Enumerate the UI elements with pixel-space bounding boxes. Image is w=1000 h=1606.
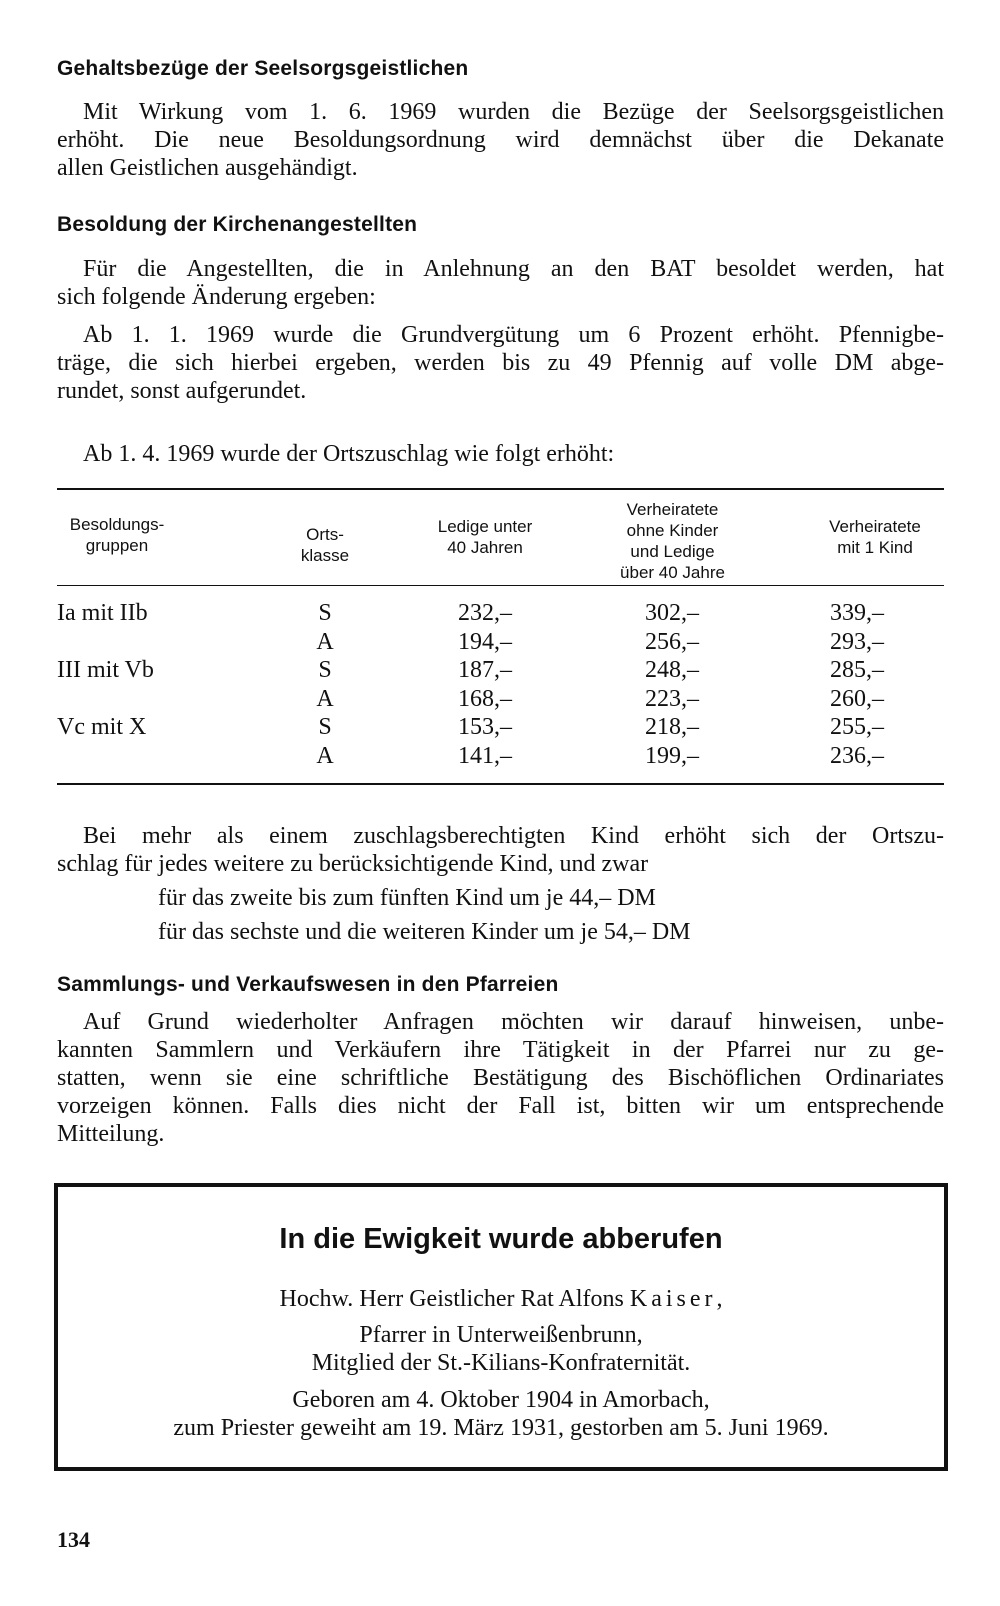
header-text: Verheiratete: [829, 517, 921, 536]
table-cell-klasse: S: [318, 657, 332, 683]
table-header-ortsklasse: [275, 524, 375, 566]
table-cell-verheiratete-ohne: 256,–: [645, 629, 699, 655]
table-cell-group: Vc mit X: [57, 714, 147, 740]
table-cell-verheiratete-mit: 255,–: [830, 714, 884, 740]
table-bottom-rule: [57, 783, 944, 785]
text-line: Mit Wirkung vom 1. 6. 1969 wurden die Bezüge der Seelsorgsgeistlichen: [83, 99, 944, 125]
table-header-besoldungsgruppen: [57, 514, 177, 556]
header-text: gruppen: [85, 536, 149, 555]
header-text: 40 Jahren: [447, 538, 523, 557]
table-cell-klasse: A: [316, 629, 334, 655]
obituary-name-suffix: ,: [716, 1286, 723, 1312]
table-header-verheiratete-mit-kind: [800, 516, 950, 558]
obituary-box: [54, 1183, 948, 1471]
section-heading-gehaltsbezuege: Gehaltsbezüge der Seelsorgsgeistlichen: [57, 57, 469, 80]
table-cell-klasse: S: [318, 714, 332, 740]
table-cell-verheiratete-mit: 236,–: [830, 743, 884, 769]
table-cell-ledige: 153,–: [458, 714, 512, 740]
obituary-name-line: [58, 1285, 944, 1313]
text-line: erhöht. Die neue Besoldungsordnung wird demnächst über die Dekanate: [57, 127, 944, 153]
section-heading-besoldung: Besoldung der Kirchenangestellten: [57, 213, 418, 236]
obituary-ordination-death: zum Priester geweiht am 19. März 1931, gestorben am 5. Juni 1969.: [173, 1415, 829, 1441]
table-cell-klasse: A: [316, 686, 334, 712]
text-line: rundet, sonst aufgerundet.: [57, 378, 307, 404]
table-cell-verheiratete-ohne: 302,–: [645, 600, 699, 626]
table-top-rule: [57, 488, 944, 490]
text-line: statten, wenn sie eine schriftliche Bestätigung des Bischöflichen Ordinariates: [57, 1065, 944, 1091]
text-line: Mitteilung.: [57, 1121, 165, 1147]
table-cell-verheiratete-mit: 260,–: [830, 686, 884, 712]
indented-line-sechstes: für das sechste und die weiteren Kinder um je 54,– DM: [158, 919, 691, 945]
text-line: Ab 1. 1. 1969 wurde die Grundvergütung um 6 Prozent erhöht. Pfennigbe-: [83, 322, 944, 348]
table-cell-verheiratete-ohne: 218,–: [645, 714, 699, 740]
section-heading-sammlungswesen: Sammlungs- und Verkaufswesen in den Pfarreien: [57, 973, 559, 996]
table-cell-ledige: 232,–: [458, 600, 512, 626]
text-line: Auf Grund wiederholter Anfragen möchten wir darauf hinweisen, unbe-: [83, 1009, 944, 1035]
header-text: Ledige unter: [437, 517, 533, 536]
header-text: klasse: [300, 546, 350, 565]
table-cell-group: III mit Vb: [57, 657, 154, 683]
obituary-parish: Pfarrer in Unterweißenbrunn,: [359, 1322, 643, 1348]
table-cell-verheiratete-ohne: 248,–: [645, 657, 699, 683]
text-line: Bei mehr als einem zuschlagsberechtigten Kind erhöht sich der Ortszu-: [83, 823, 944, 849]
table-cell-verheiratete-ohne: 223,–: [645, 686, 699, 712]
obituary-surname: Kaiser: [629, 1286, 717, 1312]
paragraph-gehaltsbezuege: [57, 98, 944, 182]
obituary-membership: Mitglied der St.-Kilians-Konfraternität.: [311, 1350, 691, 1376]
table-cell-ledige: 194,–: [458, 629, 512, 655]
text-line: Für die Angestellten, die in Anlehnung an den BAT besoldet werden, hat: [83, 256, 944, 282]
table-cell-verheiratete-mit: 285,–: [830, 657, 884, 683]
table-header-rule: [57, 585, 944, 586]
table-cell-verheiratete-mit: 339,–: [830, 600, 884, 626]
header-text: mit 1 Kind: [837, 538, 913, 557]
table-header-ledige: [415, 516, 555, 558]
indented-line-zweites-bis-fuenftes: für das zweite bis zum fünften Kind um je 44,– DM: [158, 885, 656, 911]
text-line: träge, die sich hierbei ergeben, werden bis zu 49 Pfennig auf volle DM abge-: [57, 350, 944, 376]
header-text: und Ledige: [630, 542, 715, 561]
table-cell-verheiratete-ohne: 199,–: [645, 743, 699, 769]
table-header-verheiratete-ohne-kinder: [600, 499, 745, 583]
text-line: vorzeigen können. Falls dies nicht der Fall ist, bitten wir um entsprechende: [57, 1093, 944, 1119]
table-cell-klasse: S: [318, 600, 332, 626]
header-text: ohne Kinder: [626, 521, 719, 540]
page-number: 134: [57, 1527, 90, 1552]
header-text: über 40 Jahre: [620, 563, 725, 582]
table-cell-ledige: 187,–: [458, 657, 512, 683]
header-text: Verheiratete: [626, 500, 719, 519]
text-line: sich folgende Änderung ergeben:: [57, 284, 376, 310]
obituary-name-prefix: Hochw. Herr Geistlicher Rat Alfons: [279, 1286, 630, 1312]
paragraph-sammlungswesen: [57, 1008, 944, 1148]
text-line: schlag für jedes weitere zu berücksichtigende Kind, und zwar: [57, 851, 649, 877]
header-text: Orts-: [306, 525, 344, 544]
paragraph-weitere-kinder: [57, 822, 944, 878]
table-cell-ledige: 168,–: [458, 686, 512, 712]
paragraph-angestellte: [57, 255, 944, 311]
paragraph-ortszuschlag-intro: Ab 1. 4. 1969 wurde der Ortszuschlag wie folgt erhöht:: [83, 441, 615, 467]
text-line: allen Geistlichen ausgehändigt.: [57, 155, 358, 181]
table-cell-verheiratete-mit: 293,–: [830, 629, 884, 655]
table-cell-group: Ia mit IIb: [57, 600, 148, 626]
table-cell-ledige: 141,–: [458, 743, 512, 769]
obituary-birth: Geboren am 4. Oktober 1904 in Amorbach,: [292, 1387, 710, 1413]
header-text: Besoldungs-: [69, 515, 165, 534]
table-cell-klasse: A: [316, 743, 334, 769]
text-line: kannten Sammlern und Verkäufern ihre Tätigkeit in der Pfarrei nur zu ge-: [57, 1037, 944, 1063]
paragraph-grundverguetung: [57, 321, 944, 405]
obituary-title: In die Ewigkeit wurde abberufen: [279, 1223, 723, 1255]
